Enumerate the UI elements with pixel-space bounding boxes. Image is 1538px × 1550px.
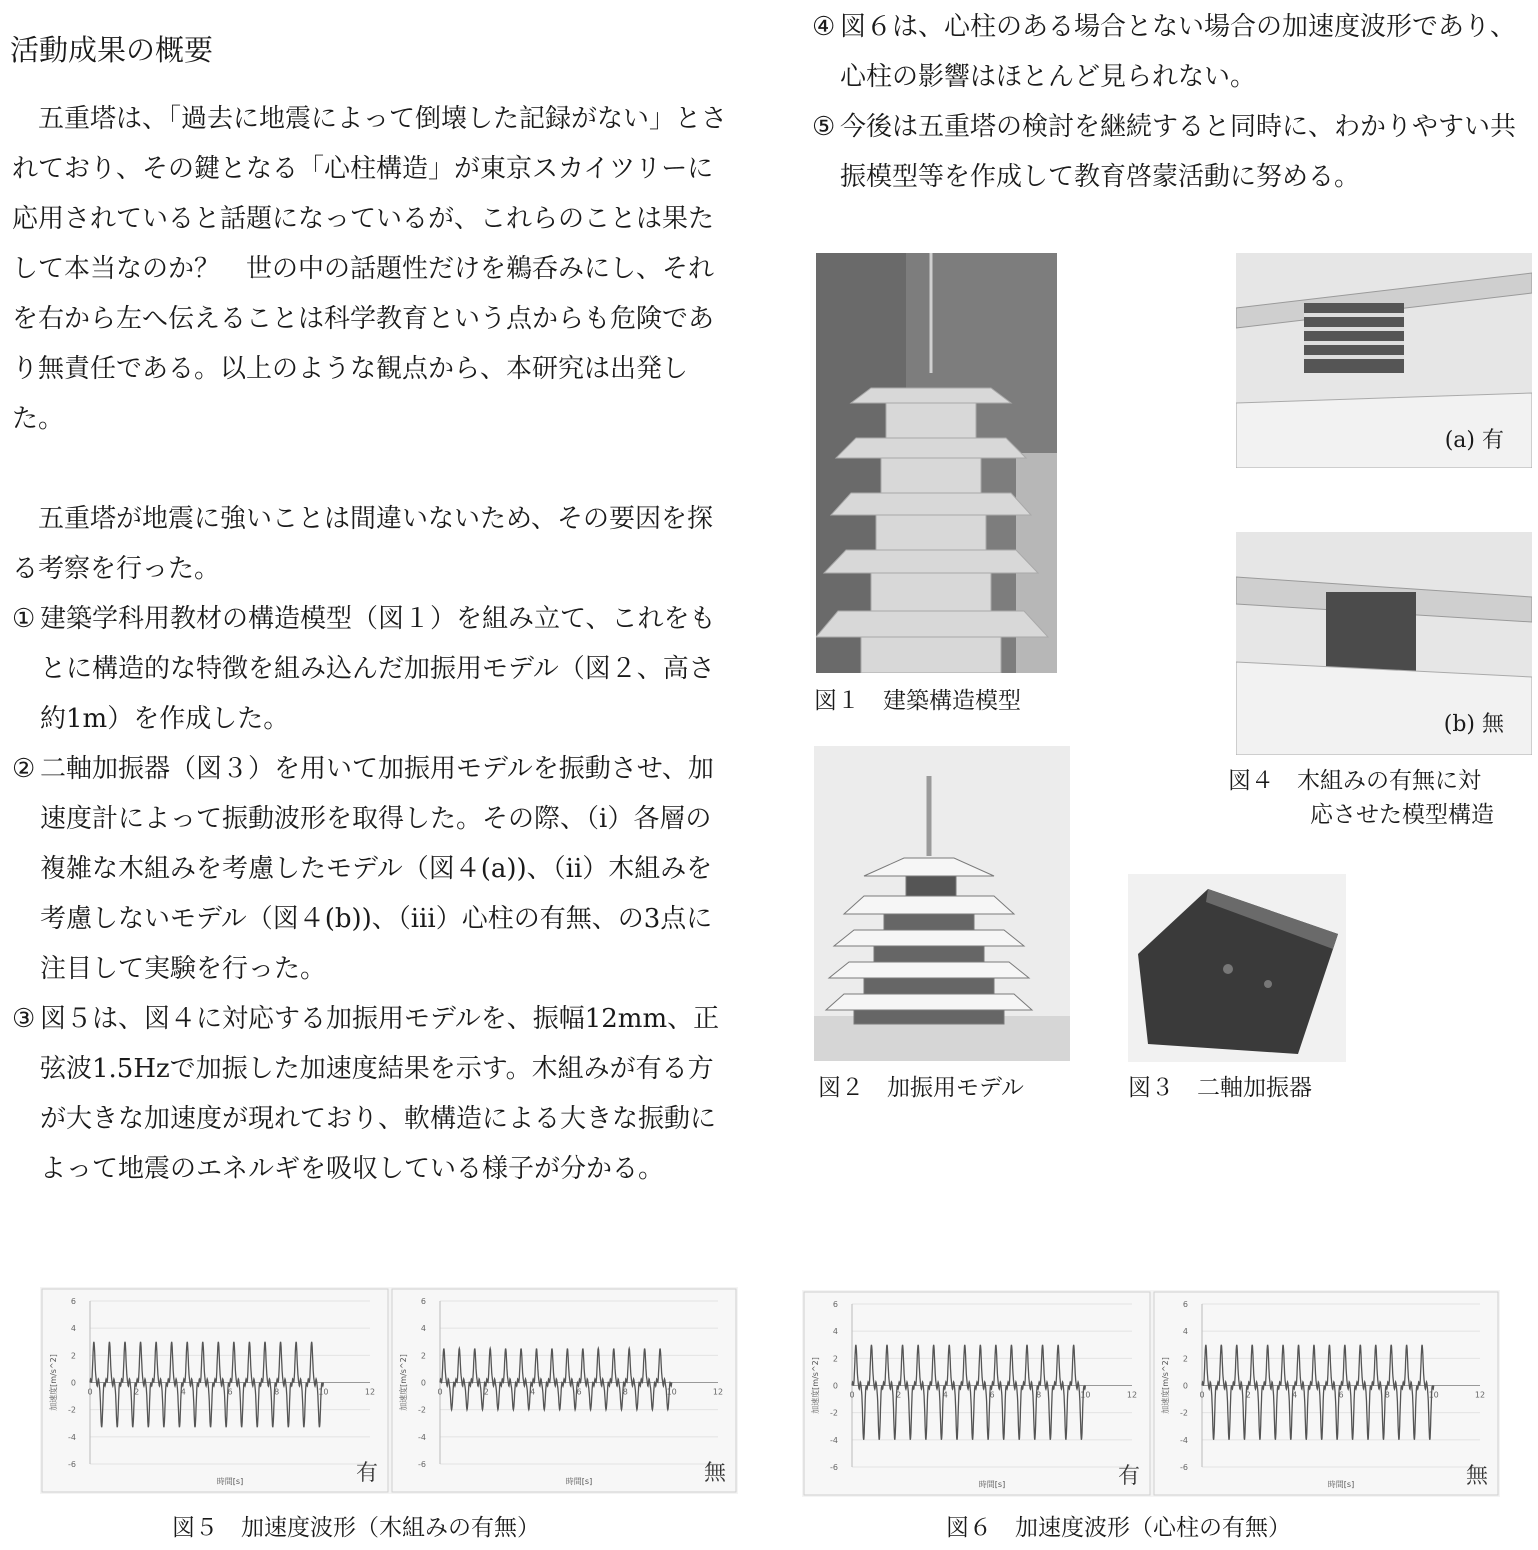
- x-tick-label: 2: [896, 1390, 902, 1400]
- y-tick-label: -2: [1180, 1408, 1188, 1418]
- chart-panel-frame: [1154, 1292, 1498, 1495]
- y-axis-label: 加速度[m/s^2]: [811, 1357, 820, 1414]
- x-tick-label: 10: [666, 1387, 677, 1397]
- x-tick-label: 6: [227, 1387, 233, 1397]
- x-axis-label: 時間[s]: [565, 1477, 593, 1486]
- x-tick-label: 12: [364, 1387, 376, 1397]
- panel-label: 有: [1118, 1464, 1141, 1489]
- fig5-caption: 図５ 加速度波形（木組みの有無）: [172, 1515, 540, 1541]
- x-tick-label: 0: [87, 1387, 93, 1397]
- x-tick-label: 6: [576, 1387, 582, 1397]
- fig4b-photo: [1236, 532, 1532, 755]
- x-tick-label: 2: [134, 1387, 140, 1397]
- y-tick-label: -6: [418, 1460, 426, 1469]
- y-tick-label: 2: [1182, 1354, 1188, 1364]
- x-tick-label: 8: [622, 1387, 628, 1397]
- list-item-1: [12, 594, 728, 744]
- list-item-3: [12, 994, 728, 1194]
- x-tick-label: 12: [1474, 1390, 1486, 1400]
- y-axis-label: 加速度[m/s^2]: [399, 1354, 408, 1411]
- list-mark: ④: [812, 12, 836, 42]
- fig4a-label: (a) 有: [1444, 428, 1504, 453]
- list-item-4: [812, 2, 1534, 102]
- list-item-2: [12, 744, 728, 994]
- x-tick-label: 4: [1292, 1390, 1298, 1400]
- x-axis-label: 時間[s]: [216, 1477, 244, 1486]
- y-tick-label: 4: [1182, 1327, 1188, 1337]
- fig1-photo: [816, 253, 1057, 673]
- y-tick-label: -4: [830, 1435, 838, 1445]
- x-tick-label: 4: [530, 1387, 536, 1397]
- list-mark: ③: [12, 1004, 36, 1034]
- y-tick-label: 0: [70, 1378, 76, 1388]
- fig6-charts: [802, 1290, 1500, 1497]
- y-tick-label: -6: [1180, 1463, 1188, 1472]
- fig6-chart-group: [802, 1290, 1500, 1497]
- y-tick-label: 4: [420, 1324, 426, 1334]
- x-tick-label: 10: [1428, 1390, 1439, 1400]
- y-tick-label: -2: [68, 1405, 76, 1415]
- fig2-caption: 図２ 加振用モデル: [818, 1075, 1024, 1101]
- list-mark: ⑤: [812, 112, 836, 142]
- intro-paragraph: 五重塔は、「過去に地震によって倒壊した記録がない」とされており、その鍵となる「心柱構造」が東京スカイツリーに応用されていると話題になっているが、これらのことは果たして本当なのか？ 世の中の話題性だけを鵜呑みにし、それを右から左へ伝えることは科学教育という点からも危険であり無責任である。以上のような観点から、本研究は出発した。: [12, 104, 728, 434]
- x-tick-label: 10: [1080, 1390, 1091, 1400]
- fig3-caption: 図３ 二軸加振器: [1128, 1075, 1312, 1101]
- y-tick-label: -2: [830, 1408, 838, 1418]
- fig5-chart-group: [40, 1287, 738, 1494]
- y-tick-label: -6: [830, 1463, 838, 1472]
- list-mark: ②: [12, 754, 36, 784]
- y-tick-label: 2: [832, 1354, 838, 1364]
- fig4b-label: (b) 無: [1443, 712, 1504, 737]
- panel-label: 無: [1466, 1464, 1489, 1489]
- list-text: 二軸加振器（図３）を用いて加振用モデルを振動させ、加速度計によって振動波形を取得した。その際、（ⅰ）各層の複雑な木組みを考慮したモデル（図４(a))、（ⅱ）木組みを考慮しないモデル（図４(b))、（ⅲ）心柱の有無、の3点に注目して実験を行った。: [40, 754, 714, 984]
- left-column: [12, 94, 728, 1194]
- chart-panel-frame: [804, 1292, 1150, 1495]
- x-tick-label: 12: [712, 1387, 724, 1397]
- fig5-charts: [40, 1287, 738, 1494]
- fig4a-photo: [1236, 253, 1532, 468]
- y-tick-label: -6: [68, 1460, 76, 1469]
- chart-panel-frame: [392, 1289, 736, 1492]
- y-tick-label: 6: [1182, 1300, 1188, 1309]
- chart-panel: [1154, 1292, 1498, 1495]
- right-column: [812, 2, 1534, 202]
- fig4-caption-line1: 図４ 木組みの有無に対: [1228, 768, 1481, 794]
- panel-label: 有: [356, 1461, 379, 1486]
- chart-panel-frame: [42, 1289, 388, 1492]
- x-tick-label: 4: [942, 1390, 948, 1400]
- chart-panel: [42, 1289, 388, 1492]
- x-tick-label: 8: [1384, 1390, 1390, 1400]
- fig6-caption: 図６ 加速度波形（心柱の有無）: [946, 1515, 1291, 1541]
- y-tick-label: 4: [832, 1327, 838, 1337]
- x-axis-label: 時間[s]: [1327, 1480, 1355, 1489]
- x-tick-label: 8: [274, 1387, 280, 1397]
- x-tick-label: 12: [1126, 1390, 1138, 1400]
- list-text: 建築学科用教材の構造模型（図１）を組み立て、これをもとに構造的な特徴を組み込んだ加振用モデル（図２、高さ約1m）を作成した。: [40, 604, 716, 734]
- fig2-photo: [814, 746, 1070, 1061]
- y-tick-label: 0: [1182, 1381, 1188, 1391]
- x-tick-label: 8: [1036, 1390, 1042, 1400]
- y-tick-label: -2: [418, 1405, 426, 1415]
- fig4-caption-line2: 応させた模型構造: [1310, 802, 1494, 828]
- y-axis-label: 加速度[m/s^2]: [49, 1354, 58, 1411]
- list-text: 図５は、図４に対応する加振用モデルを、振幅12mm、正弦波1.5Hzで加振した加速度結果を示す。木組みが有る方が大きな加速度が現れており、軟構造による大きな振動によって地震のエネルギを吸収している様子が分かる。: [40, 1004, 720, 1184]
- y-tick-label: -4: [68, 1432, 76, 1442]
- list-text: 図６は、心柱のある場合とない場合の加速度波形であり、心柱の影響はほとんど見られない。: [840, 12, 1517, 92]
- y-tick-label: 0: [420, 1378, 426, 1388]
- y-tick-label: 6: [420, 1297, 426, 1306]
- x-axis-label: 時間[s]: [978, 1480, 1006, 1489]
- pagoda-model-image: [816, 253, 1057, 673]
- vibration-model-image: [814, 746, 1070, 1061]
- y-tick-label: 6: [832, 1300, 838, 1309]
- list-text: 今後は五重塔の検討を継続すると同時に、わかりやすい共振模型等を作成して教育啓蒙活動に努める。: [840, 112, 1517, 192]
- list-item-5: [812, 102, 1534, 202]
- list-mark: ①: [12, 604, 36, 634]
- panel-label: 無: [704, 1461, 727, 1486]
- section-heading: 活動成果の概要: [10, 33, 214, 67]
- shaker-image: [1128, 874, 1346, 1062]
- x-tick-label: 4: [180, 1387, 186, 1397]
- x-tick-label: 2: [1245, 1390, 1251, 1400]
- y-tick-label: -4: [418, 1432, 426, 1442]
- fig3-photo: [1128, 874, 1346, 1062]
- y-axis-label: 加速度[m/s^2]: [1161, 1357, 1170, 1414]
- x-tick-label: 0: [437, 1387, 443, 1397]
- y-tick-label: 4: [70, 1324, 76, 1334]
- y-tick-label: 2: [420, 1351, 426, 1361]
- fig1-caption: 図１ 建築構造模型: [814, 688, 1021, 714]
- x-tick-label: 2: [483, 1387, 489, 1397]
- x-tick-label: 0: [1199, 1390, 1205, 1400]
- y-tick-label: 0: [832, 1381, 838, 1391]
- intro2-paragraph: 五重塔が地震に強いことは間違いないため、その要因を探る考察を行った。: [12, 504, 713, 584]
- x-tick-label: 6: [1338, 1390, 1344, 1400]
- x-tick-label: 0: [849, 1390, 855, 1400]
- x-tick-label: 6: [989, 1390, 995, 1400]
- y-tick-label: 2: [70, 1351, 76, 1361]
- chart-panel: [392, 1289, 736, 1492]
- x-tick-label: 10: [318, 1387, 329, 1397]
- y-tick-label: -4: [1180, 1435, 1188, 1445]
- chart-panel: [804, 1292, 1150, 1495]
- y-tick-label: 6: [70, 1297, 76, 1306]
